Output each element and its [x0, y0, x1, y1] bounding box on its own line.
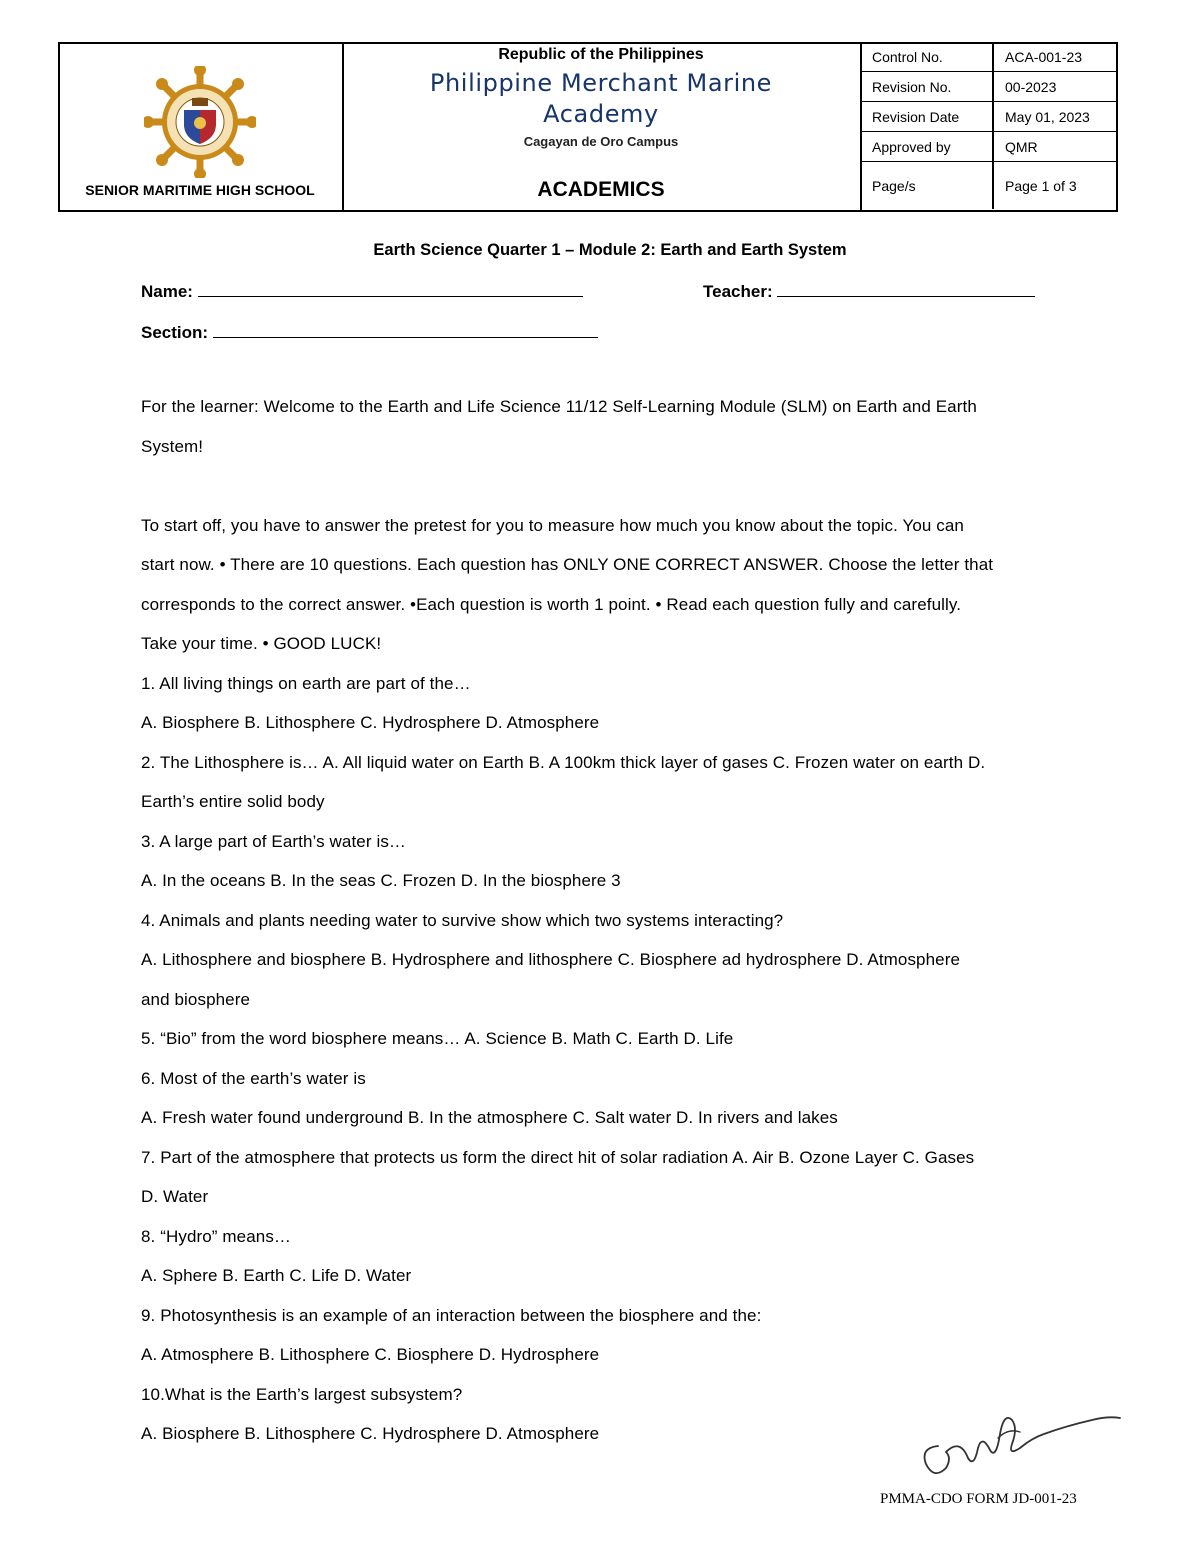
- choices-line: A. Lithosphere and biosphere B. Hydrosphere and lithosphere C. Biosphere ad hydrosphere D. Atmosphere: [141, 950, 961, 969]
- name-label: Name:: [141, 282, 193, 301]
- instructions-line: To start off, you have to answer the pretest for you to measure how much you know about the topic. You can: [141, 516, 964, 535]
- academy-name-line1: Philippine Merchant Marine: [429, 69, 773, 97]
- intro-line: System!: [141, 437, 204, 456]
- question-line: 6. Most of the earth’s water is: [141, 1069, 366, 1088]
- control-table: [860, 42, 1116, 209]
- name-blank[interactable]: [198, 279, 583, 297]
- control-row: [861, 72, 1117, 102]
- choices-line: A. Sphere B. Earth C. Life D. Water: [141, 1266, 412, 1285]
- control-value: ACA-001-23: [993, 42, 1116, 72]
- control-key: Approved by: [861, 132, 994, 162]
- control-key: Revision No.: [861, 72, 994, 102]
- instructions-line: start now. • There are 10 questions. Each question has ONLY ONE CORRECT ANSWER. Choose the letter that: [141, 555, 994, 574]
- control-table-cell: [860, 42, 1116, 210]
- control-value: May 01, 2023: [993, 102, 1116, 132]
- choices-line: and biosphere: [141, 990, 251, 1009]
- control-value: QMR: [993, 132, 1116, 162]
- choices-line: D. Water: [141, 1187, 209, 1206]
- control-row: [861, 162, 1117, 210]
- question-line: 5. “Bio” from the word biosphere means… A. Science B. Math C. Earth D. Life: [141, 1029, 734, 1048]
- teacher-blank[interactable]: [777, 279, 1035, 297]
- teacher-field[interactable]: [703, 279, 1035, 302]
- instructions-line: corresponds to the correct answer. •Each question is worth 1 point. • Read each question fully and carefully.: [141, 595, 962, 614]
- question-line: 8. “Hydro” means…: [141, 1227, 292, 1246]
- logo-cell: [58, 42, 344, 210]
- teacher-label: Teacher:: [703, 282, 773, 301]
- question-line: 3. A large part of Earth’s water is…: [141, 832, 407, 851]
- choices-line: A. Fresh water found underground B. In the atmosphere C. Salt water D. In rivers and lakes: [141, 1108, 838, 1127]
- question-line: 4. Animals and plants needing water to survive show which two systems interacting?: [141, 911, 784, 930]
- control-key: Revision Date: [861, 102, 994, 132]
- choices-line: Earth’s entire solid body: [141, 792, 325, 811]
- section-label: Section:: [141, 323, 209, 342]
- document-header: [58, 42, 1116, 210]
- name-field[interactable]: [141, 279, 583, 302]
- control-row: [861, 132, 1117, 162]
- section-field[interactable]: [141, 320, 598, 343]
- choices-line: A. Biosphere B. Lithosphere C. Hydrosphere D. Atmosphere: [141, 713, 600, 732]
- control-row: [861, 102, 1117, 132]
- intro-line: For the learner: Welcome to the Earth and Life Science 11/12 Self-Learning Module (SLM) on Earth and Earth: [141, 397, 977, 416]
- form-code: PMMA-CDO FORM JD-001-23: [880, 1491, 1077, 1507]
- academy-name: [342, 68, 860, 130]
- question-line: 2. The Lithosphere is… A. All liquid water on Earth B. A 100km thick layer of gases C. Frozen water on earth D.: [141, 753, 986, 772]
- question-line: 7. Part of the atmosphere that protects us form the direct hit of solar radiation A. Air B. Ozone Layer C. Gases: [141, 1148, 975, 1167]
- module-title: Earth Science Quarter 1 – Module 2: Earth and Earth System: [373, 241, 847, 259]
- school-name: SENIOR MARITIME HIGH SCHOOL: [85, 182, 315, 198]
- question-line: 10.What is the Earth’s largest subsystem?: [141, 1385, 463, 1404]
- question-line: 9. Photosynthesis is an example of an interaction between the biosphere and the:: [141, 1306, 762, 1325]
- choices-line: A. In the oceans B. In the seas C. Frozen D. In the biosphere 3: [141, 871, 621, 890]
- choices-line: A. Atmosphere B. Lithosphere C. Biosphere D. Hydrosphere: [141, 1345, 600, 1364]
- academy-name-line2: Academy: [543, 100, 659, 128]
- instructions-line: Take your time. • GOOD LUCK!: [141, 634, 382, 653]
- institution-cell: [342, 42, 862, 210]
- question-line: 1. All living things on earth are part of the…: [141, 674, 471, 693]
- campus-label: Cagayan de Oro Campus: [523, 134, 679, 149]
- control-value: 00-2023: [993, 72, 1116, 102]
- control-key: Page/s: [861, 162, 994, 210]
- department-label: ACADEMICS: [537, 178, 665, 201]
- signature-icon: [916, 1398, 1126, 1488]
- pmma-seal-icon: [144, 66, 256, 178]
- choices-line: A. Biosphere B. Lithosphere C. Hydrosphere D. Atmosphere: [141, 1424, 600, 1443]
- control-row: [861, 42, 1117, 72]
- republic-label: Republic of the Philippines: [498, 46, 704, 63]
- control-value: Page 1 of 3: [993, 162, 1116, 210]
- control-key: Control No.: [861, 42, 994, 72]
- section-blank[interactable]: [213, 320, 598, 338]
